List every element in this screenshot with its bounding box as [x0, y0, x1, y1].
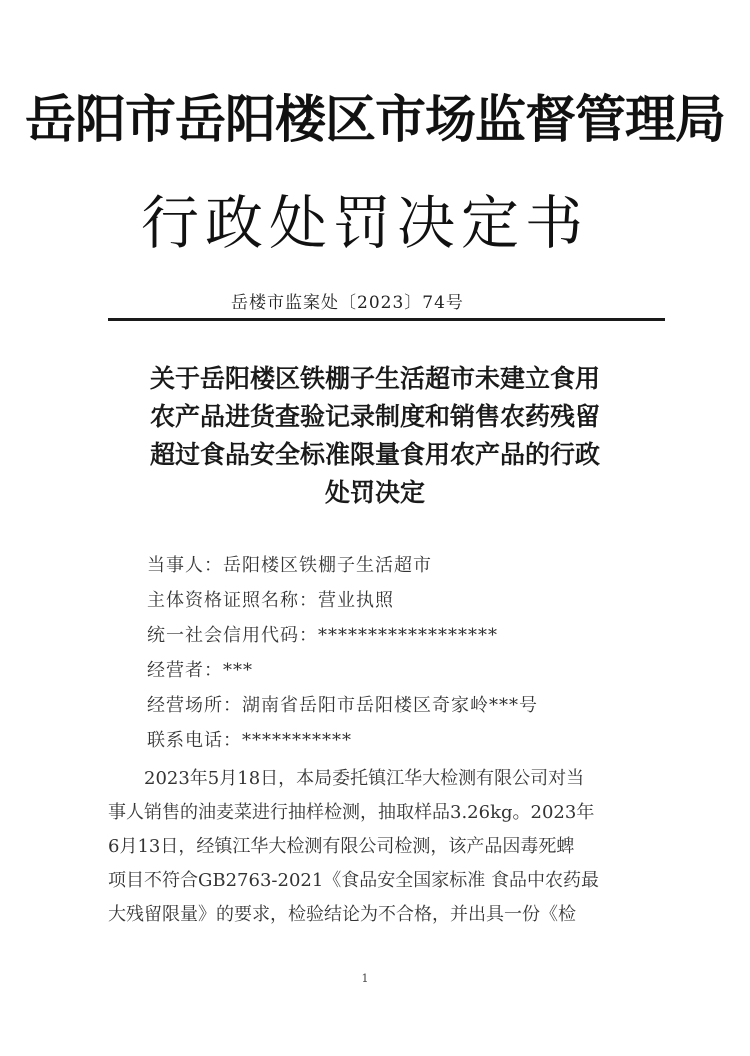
case-number: 岳楼市监案处〔2023〕74号: [231, 293, 464, 313]
license-type: 主体资格证照名称：营业执照: [147, 590, 394, 611]
decision-title-line: 农产品进货查验记录制度和销售农药残留: [149, 402, 600, 431]
business-address: 经营场所：湖南省岳阳市岳阳楼区奇家岭***号: [147, 695, 538, 716]
document-type-title: 行政处罚决定书: [140, 189, 589, 257]
body-line: 事人销售的油麦菜进行抽样检测，抽取样品3.26kg。2023年: [108, 802, 595, 823]
body-line: 2023年5月18日，本局委托镇江华大检测有限公司对当: [108, 768, 585, 789]
page-number: 1: [361, 972, 369, 985]
party-info-block: [147, 548, 538, 758]
party-name: 当事人：岳阳楼区铁棚子生活超市: [147, 555, 432, 576]
body-line: 项目不符合GB2763-2021《食品安全国家标准 食品中农药最: [108, 870, 600, 891]
body-line: 大残留限量》的要求，检验结论为不合格，并出具一份《检: [108, 904, 576, 925]
body-text: [108, 762, 638, 932]
decision-title-line: 超过食品安全标准限量食用农产品的行政: [149, 440, 600, 469]
decision-title-line: 关于岳阳楼区铁棚子生活超市未建立食用: [149, 364, 600, 393]
contact-phone: 联系电话：***********: [147, 730, 352, 751]
body-line: 6月13日，经镇江华大检测有限公司检测，该产品因毒死蜱: [108, 836, 575, 857]
decision-title: [90, 360, 660, 512]
decision-title-line: 处罚决定: [324, 478, 425, 507]
operator: 经营者：***: [147, 660, 253, 681]
header-divider: [108, 318, 665, 321]
issuing-authority: 岳阳市岳阳楼区市场监督管理局: [24, 91, 725, 150]
credit-code: 统一社会信用代码：******************: [147, 625, 498, 646]
